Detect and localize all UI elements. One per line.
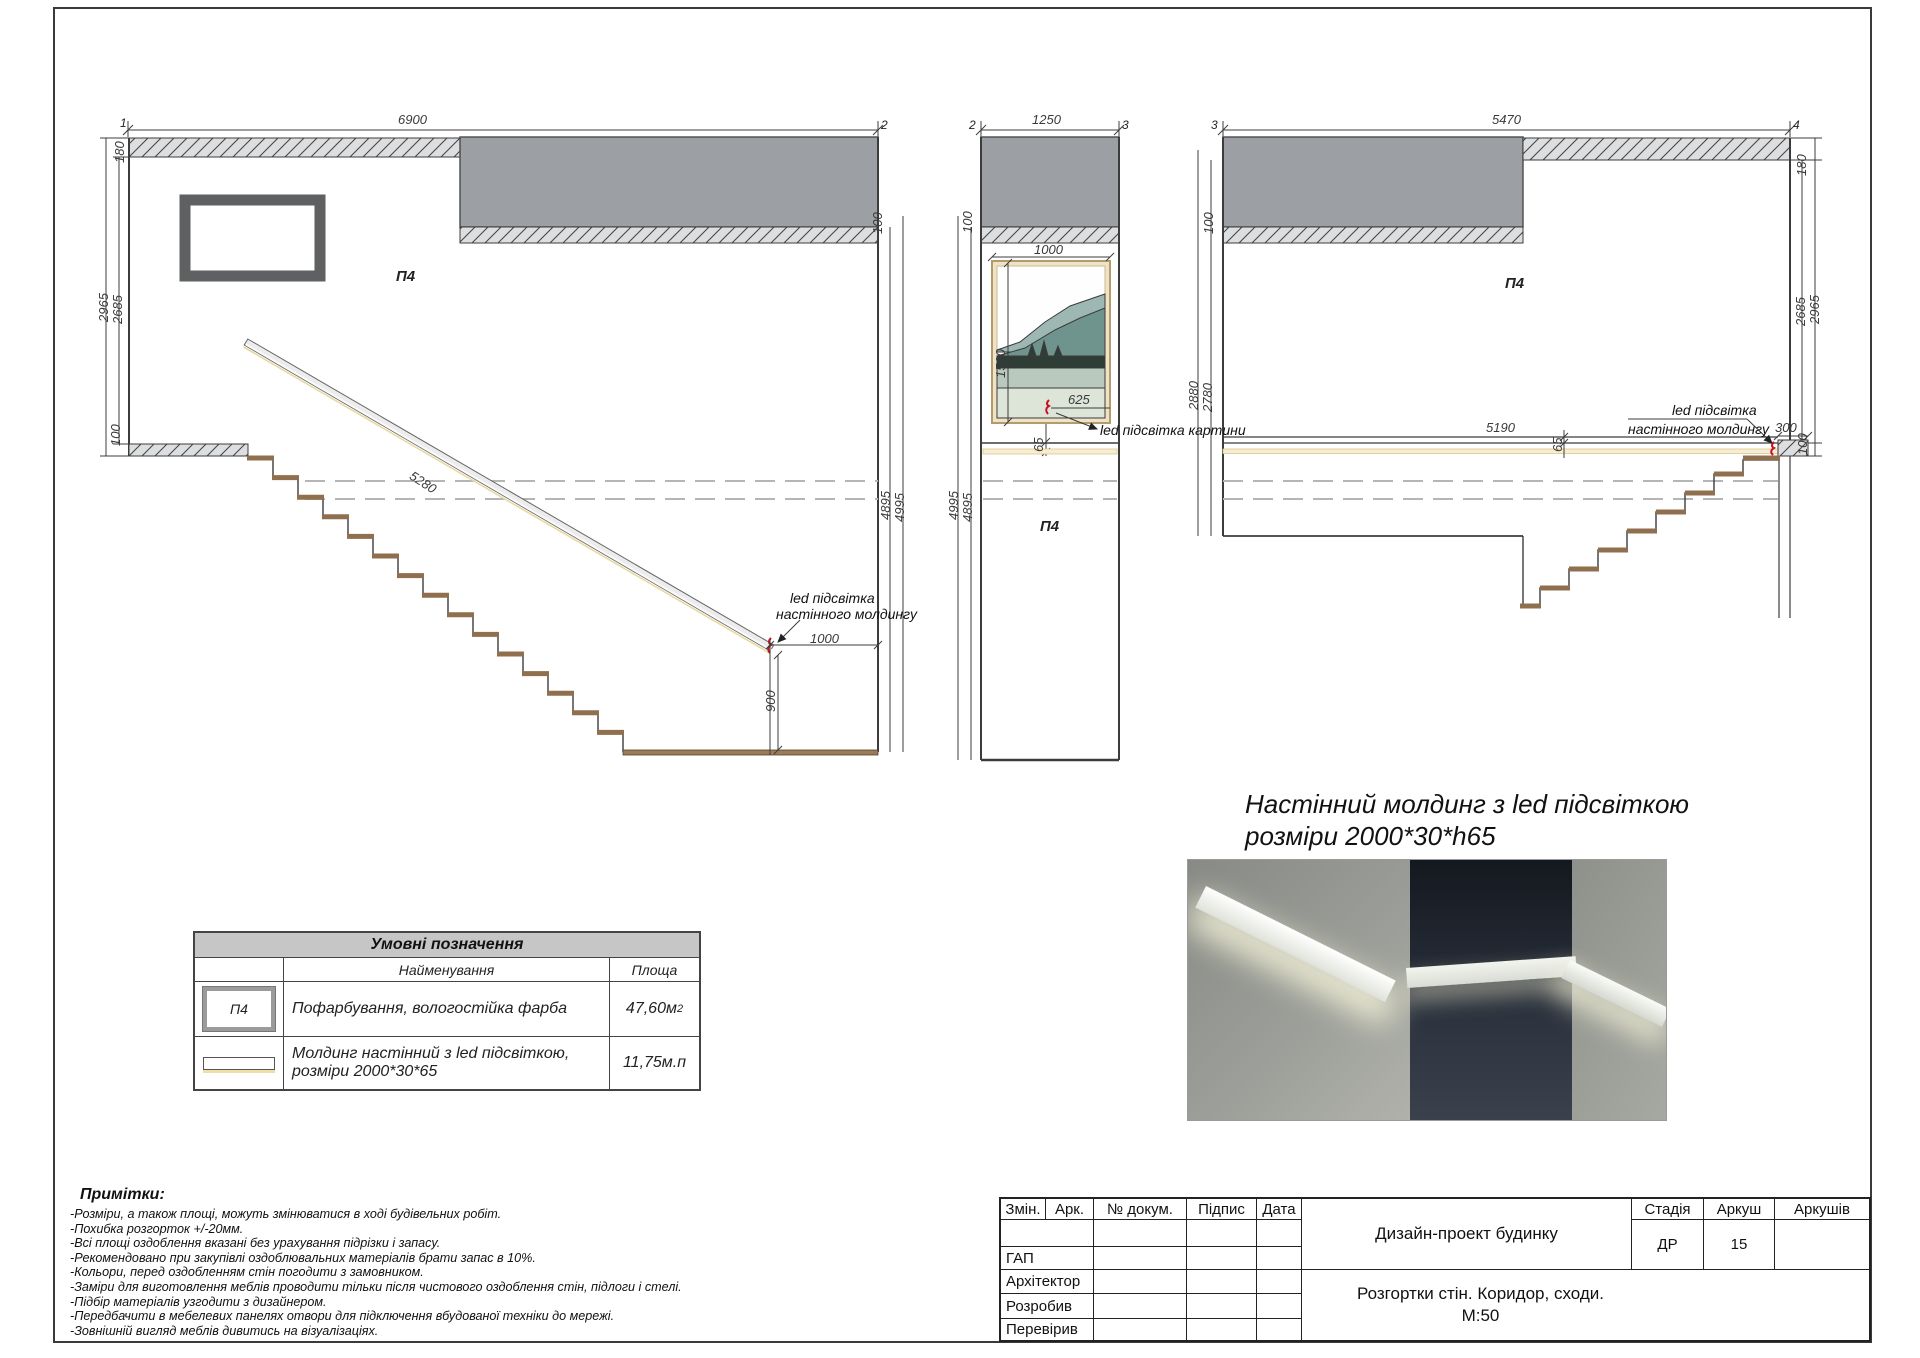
note-item: -Похибка розгорток +/-20мм. (70, 1221, 244, 1236)
d2-marker-right: 3 (1122, 118, 1129, 132)
tb-header-pidpys: Підпис (1187, 1199, 1257, 1220)
legend-header-row (195, 958, 699, 982)
tb-cell (1187, 1220, 1257, 1247)
legend-molding-area: 11,75м.п (622, 1054, 687, 1071)
d1-dim-4895: 4895 (878, 491, 893, 520)
tb-cell (1187, 1247, 1257, 1270)
d1-dim-rail-5280: 5280 (406, 468, 440, 497)
d3-dim-100-left: 100 (1201, 212, 1216, 234)
tb-cell (1257, 1220, 1302, 1247)
tb-cell (1257, 1247, 1302, 1270)
tb-cell (1257, 1319, 1302, 1340)
d3-marker-left: 3 (1211, 118, 1218, 132)
legend-row-paint (195, 982, 699, 1037)
d1-annotation-line2: настінного молдингу (776, 606, 917, 622)
note-item: -Розміри, а також площі, можуть змінюватися в ході будівельних робіт. (70, 1207, 502, 1221)
tb-cell (1187, 1270, 1257, 1294)
d3-dim-300: 300 (1775, 420, 1797, 435)
d3-dim-65: 65 (1550, 437, 1565, 452)
legend-symbol-p4-label: П4 (230, 1001, 248, 1017)
d2-dim-65: 65 (1031, 437, 1046, 452)
d1-dim-100-right: 100 (870, 212, 885, 234)
d3-dim-100-right: 100 (1795, 433, 1810, 455)
legend-table (193, 931, 701, 1091)
title-block (999, 1197, 1871, 1342)
d1-dim-100-left: 100 (108, 424, 123, 446)
d3-dim-2965: 2965 (1807, 295, 1822, 324)
tb-sheets-value (1775, 1220, 1869, 1270)
legend-symbol-molding (195, 1037, 284, 1089)
legend-title: Умовні позначення (195, 933, 699, 958)
tb-sheet-value: 15 (1704, 1220, 1775, 1270)
molding-photo (1187, 859, 1667, 1121)
d3-dim-2780: 2780 (1200, 383, 1215, 412)
d2-marker-left: 2 (969, 118, 976, 132)
tb-doc-title: Розгортки стін. Коридор, сходи. (1357, 1284, 1604, 1303)
sheet-frame (54, 8, 1871, 1342)
d3-room-label: П4 (1505, 275, 1525, 292)
legend-molding-name (284, 1037, 610, 1089)
legend-paint-area (610, 982, 699, 1036)
d2-dim-1000: 1000 (1034, 242, 1063, 257)
d2-dim-1500: 1500 (993, 349, 1008, 378)
tb-cell (1187, 1319, 1257, 1340)
d2-dim-100: 100 (960, 211, 975, 233)
d1-annotation-line1: led підсвітка (790, 590, 875, 606)
d3-marker-right: 4 (1793, 118, 1800, 132)
d2-dim-4895: 4895 (960, 493, 975, 522)
legend-paint-name: Пофарбування, вологостійка фарба (284, 982, 610, 1036)
legend-row-molding (195, 1037, 699, 1089)
molding-note-line1: Настінний молдинг з led підсвіткою (1245, 789, 1689, 819)
legend-paint-area-sup: 2 (676, 1003, 684, 1015)
d1-dim-2685: 2685 (110, 295, 125, 324)
tb-row-gap: ГАП (1001, 1247, 1094, 1270)
legend-molding-name-line1: Молдинг настінний з led підсвіткою, (292, 1045, 570, 1062)
d1-dim-180: 180 (112, 141, 127, 163)
legend-paint-area-value: 47,60м (625, 1000, 677, 1017)
notes-title: Примітки: (80, 1186, 165, 1203)
tb-header-dokum: № докум. (1094, 1199, 1187, 1220)
tb-cell (1187, 1294, 1257, 1319)
d2-dim-4995: 4995 (946, 491, 961, 520)
legend-molding-name-line2: розміри 2000*30*65 (292, 1063, 438, 1080)
photo-dark-wall (1410, 860, 1572, 1120)
legend-symbol-p4 (195, 982, 284, 1036)
d1-dim-2965: 2965 (96, 293, 111, 322)
tb-cell (1094, 1247, 1187, 1270)
tb-header-zmin: Змін. (1001, 1199, 1046, 1220)
note-item: -Всі площі оздоблення вказані без урахування підрізки і запасу. (70, 1236, 441, 1251)
d1-dim-1000: 1000 (810, 631, 839, 646)
molding-note-line2: розміри 2000*30*h65 (1245, 821, 1496, 851)
tb-project-title: Дизайн-проект будинку (1302, 1199, 1632, 1270)
tb-row-architect: Архітектор (1001, 1270, 1094, 1294)
tb-row-checker: Перевірив (1001, 1319, 1094, 1340)
tb-cell (1257, 1270, 1302, 1294)
notes-block (70, 1186, 710, 1338)
d3-annotation-line1: led підсвітка (1672, 402, 1757, 418)
d2-annotation: led підсвітка картини (1100, 422, 1246, 438)
note-item: -Рекомендовано при закупівлі оздоблювальних матеріалів брати запас в 10%. (70, 1250, 536, 1265)
d1-dim-top: 6900 (398, 112, 427, 127)
tb-row-developer: Розробив (1001, 1294, 1094, 1319)
note-item: -Зовнішній вигляд меблів дивитись на візуалізаціях. (70, 1323, 379, 1338)
legend-header-name: Найменування (284, 958, 610, 981)
molding-note (1245, 788, 1689, 852)
d1-marker-left: 1 (120, 116, 127, 130)
tb-doc-cell (1302, 1270, 1869, 1340)
tb-header-ark: Арк. (1046, 1199, 1094, 1220)
tb-cell (1094, 1220, 1187, 1247)
d3-dim-top: 5470 (1492, 112, 1521, 127)
tb-cell (1094, 1319, 1187, 1340)
legend-header-area: Площа (631, 961, 678, 978)
tb-cell (1257, 1294, 1302, 1319)
tb-row-empty (1001, 1220, 1094, 1247)
legend-header-symbol (195, 958, 284, 981)
note-item: -Підбір матеріалів узгодити з дизайнером. (70, 1294, 327, 1309)
tb-cell (1094, 1270, 1187, 1294)
d3-dim-2880: 2880 (1186, 381, 1201, 410)
tb-header-sheets: Аркушів (1775, 1199, 1869, 1220)
drawing1-linework (100, 121, 903, 755)
d1-dim-900: 900 (763, 690, 778, 712)
d1-room-label: П4 (396, 268, 416, 285)
tb-header-stage: Стадія (1632, 1199, 1704, 1220)
d1-dim-4995: 4995 (892, 493, 907, 522)
tb-header-sheet: Аркуш (1704, 1199, 1775, 1220)
d3-dim-2685: 2685 (1793, 297, 1808, 326)
note-item: -Кольори, перед оздобленням стін погодити з замовником. (70, 1265, 424, 1280)
note-item: -Передбачити в мебелевих панелях отвори для підключення вбудованої техніки до мережі. (70, 1309, 615, 1324)
d3-annotation-line2: настінного молдингу (1628, 421, 1769, 437)
tb-header-data: Дата (1257, 1199, 1302, 1220)
d3-dim-180: 180 (1794, 154, 1809, 176)
d3-dim-5190: 5190 (1486, 420, 1515, 435)
tb-doc-scale: М:50 (1461, 1306, 1500, 1325)
d2-dim-625: 625 (1068, 392, 1090, 407)
drawing3-linework (1198, 121, 1822, 618)
d2-room-label: П4 (1040, 518, 1060, 535)
tb-stage-value: ДР (1632, 1220, 1704, 1270)
d2-dim-top: 1250 (1032, 112, 1061, 127)
d1-marker-right: 2 (881, 118, 888, 132)
note-item: -Заміри для виготовлення меблів проводити тільки після чистового оздоблення стін, підлоги і стелі. (70, 1279, 682, 1294)
tb-cell (1094, 1294, 1187, 1319)
